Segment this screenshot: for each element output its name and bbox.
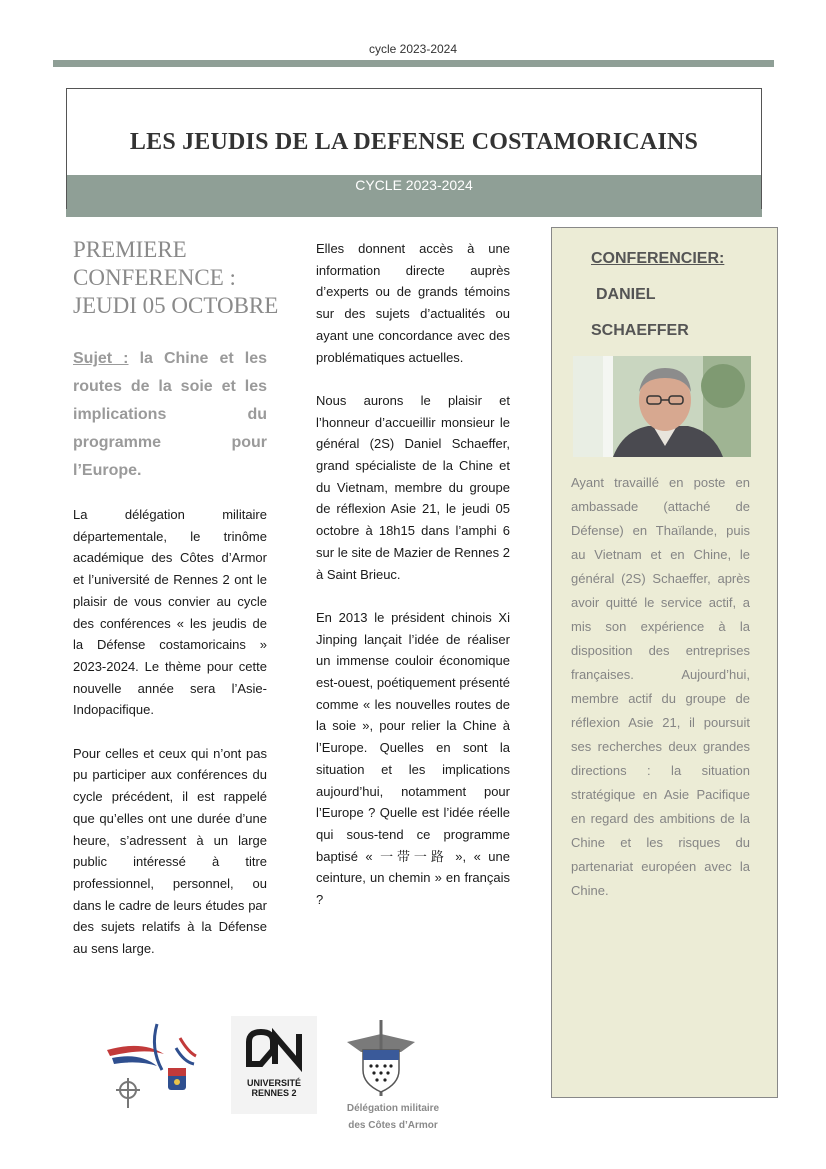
speaker-last-name: SCHAEFFER <box>591 322 689 339</box>
title-box <box>66 88 762 209</box>
left-column <box>73 504 267 960</box>
speaker-first-name: DANIEL <box>596 286 656 303</box>
universite-rennes2-logo <box>231 1016 317 1114</box>
defense-trinome-logo <box>102 1018 202 1114</box>
title-band: CYCLE 2023-2024 <box>67 175 761 209</box>
portrait-icon <box>573 356 751 457</box>
cycle-note: cycle 2023-2024 <box>368 42 458 56</box>
univ-logo-line2: RENNES 2 <box>251 1088 297 1098</box>
rennes2-logo-icon <box>231 1016 317 1114</box>
speaker-sidebar <box>551 227 778 1098</box>
paragraph: Elles donnent accès à une information directe auprès d’experts ou de grands témoins sur des sujets d’actualités ou ayant une concordance avec des problématiques actuelles. <box>316 241 510 365</box>
middle-column <box>316 238 510 911</box>
paragraph: Nous aurons le plaisir et l’honneur d’accueillir monsieur le général (2S) Daniel Schaeffer, grand spécialiste de la Chine et du Vietnam, membre du groupe de réflexion Asie 21, le jeudi 05 octobre à 18h15 dans l’amphi 6 sur le site de Mazier de Rennes 2 à Saint Brieuc. <box>316 392 510 582</box>
page-title: LES JEUDIS DE LA DEFENSE COSTAMORICAINS <box>129 129 699 155</box>
subject-text: la Chine et les routes de la soie et les implications du programme pour l’Europe. <box>73 350 268 479</box>
conference-heading: PREMIERE CONFERENCE : JEUDI 05 OCTOBRE <box>73 237 279 318</box>
paragraph: La délégation militaire départementale, le trinôme académique des Côtes d’Armor et l’université de Rennes 2 ont le plaisir de vous convier au cycle des conférences « les jeudis de la Défense costamoricains » 2023-2024. Le thème pour cette nouvelle année sera l’Asie-Indopacifique. <box>73 507 267 718</box>
caption-line1: Délégation militaire <box>346 1103 440 1114</box>
speaker-bio: Ayant travaillé en poste en ambassade (attaché de Défense) en Thaïlande, puis au Vietnam et en Chine, le général (2S) Schaeffer, après avoir quitté le service actif, a mis son expérience à la disposition des entreprises françaises. Aujourd’hui, membre actif du groupe de réflexion Asie 21, il poursuit ses recherches deux grandes directions : la situation stratégique en Asie Pacifique en regard des ambitions de la Chine et les risques du partenariat européen avec la Chine. <box>571 475 750 898</box>
military-emblem-icon <box>341 1018 421 1098</box>
paragraph: En 2013 le président chinois Xi Jinping lançait l’idée de réaliser un immense couloir économique est-ouest, poétiquement présenté comme « les nouvelles routes de la soie », pour relier la Chine à l’Europe. Quelles en sont la situation et les implications aujourd’hui, notamment pour l’Europe ? Quelle est l’idée réelle qui sous-tend ce programme baptisé « 一带一路 », « une ceinture, un chemin » en français ? <box>316 609 510 908</box>
title-underbar <box>66 209 762 217</box>
trinome-logo-icon <box>102 1018 202 1114</box>
subject-label: Sujet : <box>73 350 129 367</box>
univ-logo-line1: UNIVERSITÉ <box>246 1078 302 1088</box>
caption-line2: des Côtes d’Armor <box>348 1120 438 1131</box>
emblem-caption <box>320 1100 466 1134</box>
header-divider <box>53 60 774 67</box>
paragraph: Pour celles et ceux qui n’ont pas pu participer aux conférences du cycle précédent, il est rappelé que qu’elles ont une durée d’une heure, s’adressent à un large public intéressé à titre professionnel, personnel, ou dans le cadre de leurs études par des sujets relatifs à la Défense au sens large. <box>73 745 267 957</box>
speaker-label: CONFERENCIER: <box>591 250 725 267</box>
dmd-emblem <box>341 1018 421 1098</box>
speaker-photo <box>573 356 751 457</box>
subject <box>73 345 267 485</box>
